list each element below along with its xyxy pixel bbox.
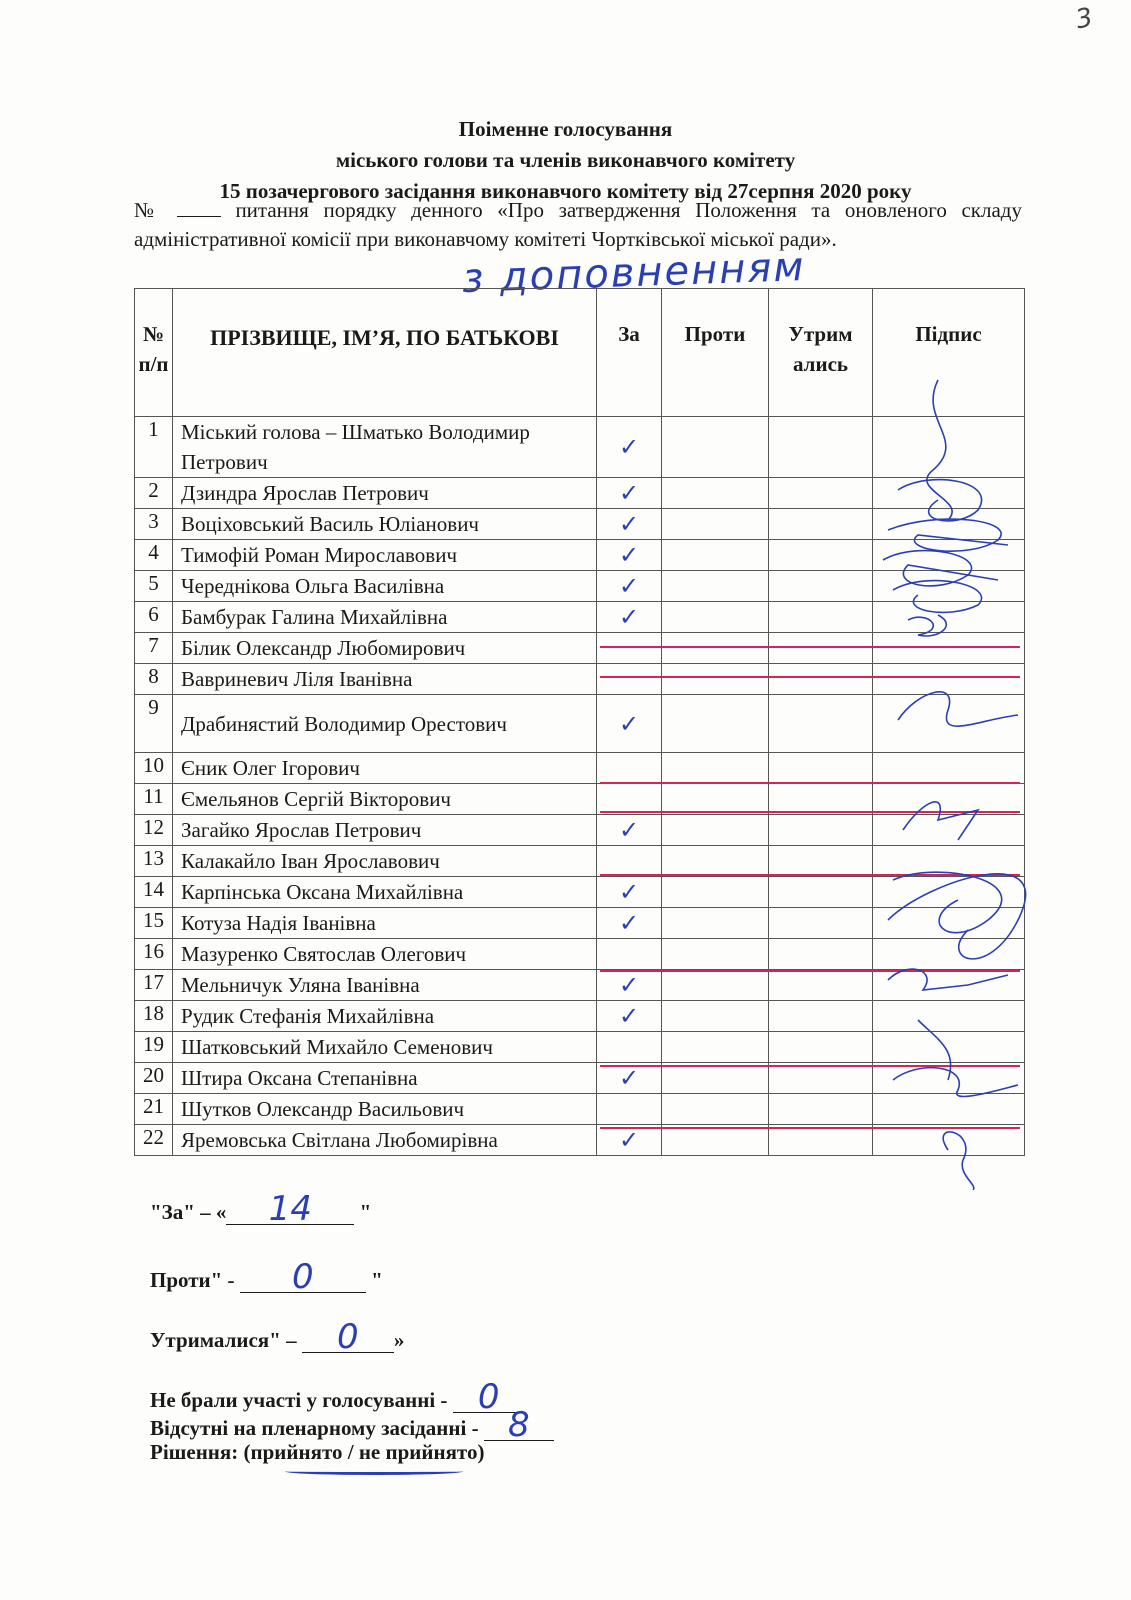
vote-abstained-cell [769,633,873,664]
absent-count: 8 [484,1410,554,1441]
vote-against-cell [662,784,769,815]
col-against-header: Проти [662,289,769,417]
vote-for-mark: ✓ [597,1001,662,1032]
question-number-blank [177,216,221,217]
vote-against-cell [662,815,769,846]
vote-against-cell [662,695,769,753]
row-number: 12 [135,815,173,846]
vote-abstained-cell [769,753,873,784]
member-name: Калакайло Іван Ярославович [173,846,597,877]
member-name: Вавриневич Ліля Іванівна [173,664,597,695]
row-number: 7 [135,633,173,664]
vote-for-mark: ✓ [597,970,662,1001]
row-number: 6 [135,602,173,633]
member-name: Воціховський Василь Юліанович [173,509,597,540]
row-number: 8 [135,664,173,695]
header-subtitle: міського голови та членів виконавчого комітету [335,148,796,172]
vote-abstained-cell [769,970,873,1001]
summary-abstained: Утрималися" – 0 » [150,1317,405,1357]
vote-for-mark: ✓ [597,695,662,753]
row-number: 5 [135,571,173,602]
vote-against-cell [662,571,769,602]
vote-against-cell [662,877,769,908]
vote-for-mark [597,939,662,970]
summary-not-voted: Не брали участі у голосуванні - 0 [150,1382,525,1413]
member-name: Мазуренко Святослав Олегович [173,939,597,970]
vote-against-cell [662,1094,769,1125]
vote-against-cell [662,664,769,695]
vote-abstained-cell [769,509,873,540]
vote-against-cell [662,1125,769,1156]
vote-against-cell [662,970,769,1001]
vote-for-mark: ✓ [597,509,662,540]
vote-against-cell [662,908,769,939]
vote-abstained-cell [769,846,873,877]
vote-against-cell [662,846,769,877]
row-number: 20 [135,1063,173,1094]
row-number: 1 [135,417,173,478]
vote-abstained-cell [769,664,873,695]
vote-abstained-cell [769,1094,873,1125]
row-number: 15 [135,908,173,939]
agenda-question [134,196,1022,254]
vote-for-mark: ✓ [597,877,662,908]
vote-against-cell [662,1032,769,1063]
vote-abstained-cell [769,1063,873,1094]
vote-against-cell [662,478,769,509]
abstained-count: 0 [302,1322,394,1353]
vote-against-cell [662,1001,769,1032]
member-name: Шатковський Михайло Семенович [173,1032,597,1063]
member-name: Штира Оксана Степанівна [173,1063,597,1094]
member-name: Бамбурак Галина Михайлівна [173,602,597,633]
member-name: Дзиндра Ярослав Петрович [173,478,597,509]
vote-for-mark: ✓ [597,815,662,846]
vote-against-cell [662,540,769,571]
row-number: 13 [135,846,173,877]
row-number: 14 [135,877,173,908]
member-name: Єник Олег Ігорович [173,753,597,784]
for-count: 14 [226,1194,354,1225]
col-for-header: За [597,289,662,417]
vote-for-mark: ✓ [597,571,662,602]
vote-abstained-cell [769,1032,873,1063]
vote-against-cell [662,509,769,540]
vote-abstained-cell [769,877,873,908]
document-header [0,114,1131,207]
vote-abstained-cell [769,540,873,571]
vote-abstained-cell [769,478,873,509]
vote-against-cell [662,939,769,970]
vote-abstained-cell [769,1125,873,1156]
member-name: Рудик Стефанія Михайлівна [173,1001,597,1032]
page-number: 3 [1073,2,1096,36]
row-number: 10 [135,753,173,784]
signatures-scribble [878,360,1028,1190]
vote-abstained-cell [769,695,873,753]
vote-against-cell [662,753,769,784]
row-number: 3 [135,509,173,540]
member-name: Яремовська Світлана Любомирівна [173,1125,597,1156]
member-name: Шутков Олександр Васильович [173,1094,597,1125]
member-name: Череднікова Ольга Василівна [173,571,597,602]
vote-against-cell [662,417,769,478]
row-number: 4 [135,540,173,571]
vote-abstained-cell [769,784,873,815]
member-name: Ємельянов Сергій Вікторович [173,784,597,815]
vote-for-mark [597,846,662,877]
decision-underline [285,1468,463,1475]
handwritten-note: з доповненням [461,244,807,302]
vote-for-mark [597,1094,662,1125]
not-voted-count: 0 [453,1382,525,1413]
vote-abstained-cell [769,939,873,970]
col-name-header: ПРІЗВИЩЕ, ІМ’Я, ПО БАТЬКОВІ [173,289,597,417]
summary-absent: Відсутні на пленарному засіданні - 8 [150,1410,554,1441]
vote-against-cell [662,602,769,633]
vote-for-mark: ✓ [597,1125,662,1156]
summary-decision: Рішення: (прийнято / не прийнято) [150,1440,485,1464]
member-name: Драбинястий Володимир Орестович [173,695,597,753]
row-number: 21 [135,1094,173,1125]
vote-for-mark [597,753,662,784]
header-title: Поіменне голосування [458,117,673,141]
row-number: 22 [135,1125,173,1156]
vote-abstained-cell [769,417,873,478]
vote-abstained-cell [769,908,873,939]
vote-for-mark: ✓ [597,478,662,509]
question-text: питання порядку денного «Про затвердження Положення та оновленого складу адміністративної комісії при виконавчому комітеті Чортківської міської ради». [134,198,1022,251]
member-name: Білик Олександр Любомирович [173,633,597,664]
member-name: Тимофій Роман Мирославович [173,540,597,571]
row-number: 19 [135,1032,173,1063]
row-number: 11 [135,784,173,815]
vote-for-mark: ✓ [597,417,662,478]
member-name: Міський голова – Шматько Володимир Петрович [173,417,597,478]
summary-against: Проти" - 0 " [150,1257,383,1297]
row-number: 18 [135,1001,173,1032]
vote-against-cell [662,1063,769,1094]
vote-for-mark: ✓ [597,602,662,633]
vote-for-mark [597,784,662,815]
vote-for-mark: ✓ [597,1063,662,1094]
member-name: Котуза Надія Іванівна [173,908,597,939]
vote-for-mark: ✓ [597,908,662,939]
row-number: 9 [135,695,173,753]
member-name: Загайко Ярослав Петрович [173,815,597,846]
vote-abstained-cell [769,815,873,846]
summary-for: "За" – « 14 " [150,1189,372,1229]
col-abstained-header: Утрим ались [769,289,873,417]
vote-abstained-cell [769,571,873,602]
vote-abstained-cell [769,1001,873,1032]
vote-abstained-cell [769,602,873,633]
row-number: 17 [135,970,173,1001]
header-meeting: 15 позачергового засідання виконавчого комітету від 27серпня 2020 року [219,179,912,203]
question-number-prefix: № [134,198,164,222]
col-number-header: № п/п [135,289,173,417]
against-count: 0 [240,1262,366,1293]
vote-for-mark: ✓ [597,540,662,571]
row-number: 16 [135,939,173,970]
member-name: Мельничук Уляна Іванівна [173,970,597,1001]
member-name: Карпінська Оксана Михайлівна [173,877,597,908]
vote-for-mark [597,664,662,695]
col-signature-header: Підпис [873,289,1025,417]
vote-against-cell [662,633,769,664]
vote-for-mark [597,1032,662,1063]
vote-for-mark [597,633,662,664]
row-number: 2 [135,478,173,509]
